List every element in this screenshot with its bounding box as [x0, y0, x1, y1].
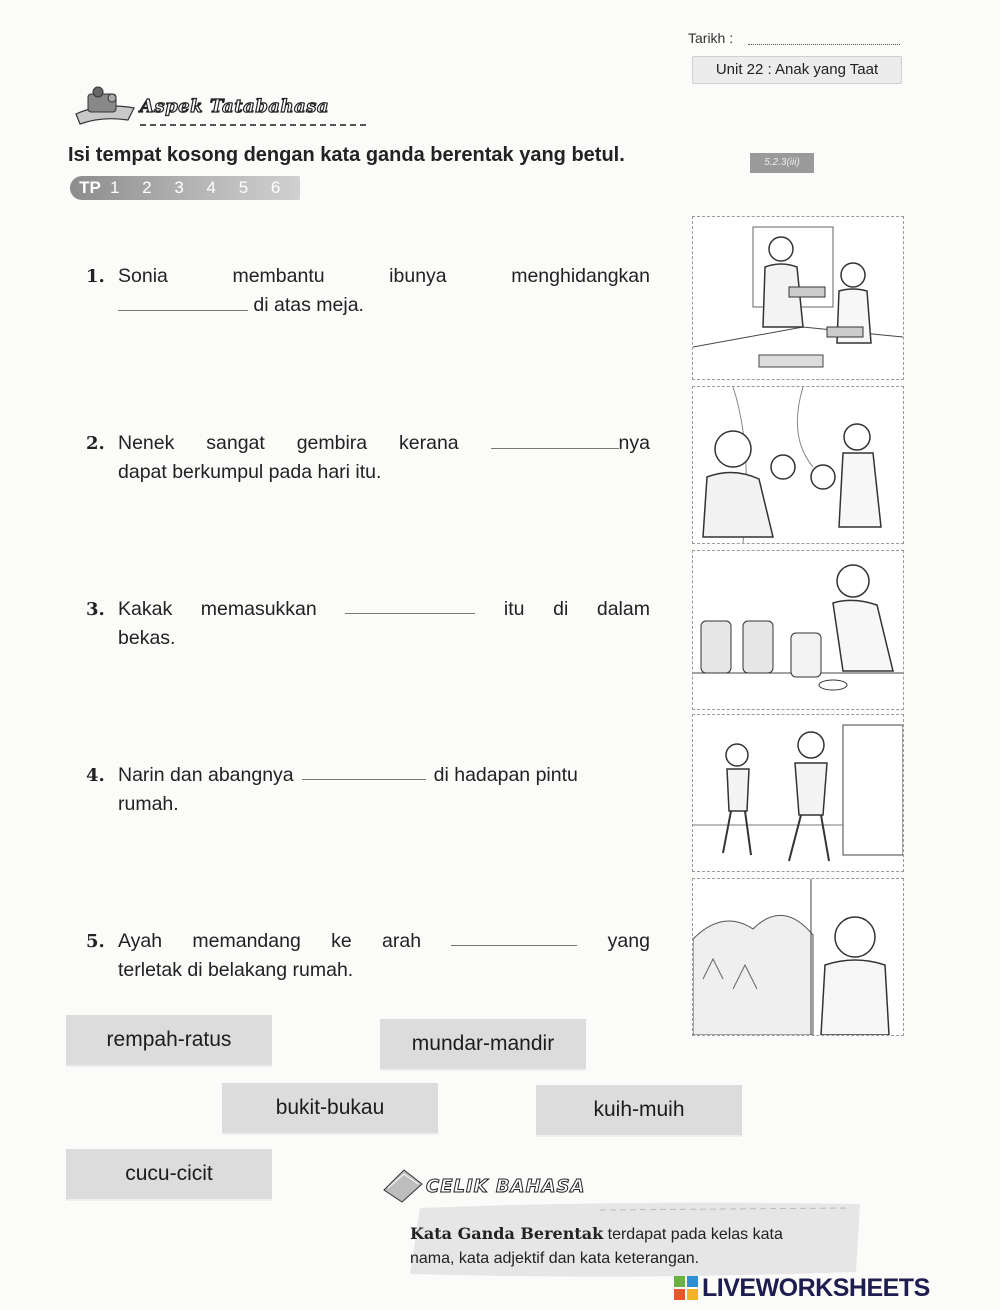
celik-text-1: terdapat pada kelas kata — [603, 1226, 783, 1243]
question-word: membantu — [232, 265, 325, 287]
tp-levels: 1 2 3 4 5 6 — [110, 178, 290, 197]
question-word: ibunya — [389, 265, 447, 287]
question-text: terletak di belakang rumah. — [118, 959, 354, 981]
question-word: dalam — [596, 598, 650, 620]
question-text: bekas. — [118, 627, 176, 649]
answer-blank-1[interactable] — [118, 292, 248, 311]
question-number: 3. — [86, 599, 105, 620]
unit-title: Unit 22 : Anak yang Taat — [692, 56, 902, 84]
question-word: Sonia — [118, 265, 168, 287]
question-word: memandang — [192, 930, 301, 952]
question-text: dapat berkumpul pada hari itu. — [118, 461, 382, 483]
illustration-jars — [692, 550, 904, 710]
question-word: menghidangkan — [511, 265, 650, 287]
question-word: Narin dan abangnya — [118, 764, 294, 786]
answer-blank-4[interactable] — [302, 761, 426, 780]
question-word: itu — [503, 598, 525, 620]
question-1 — [86, 262, 650, 320]
celik-text-2: nama, kata adjektif dan kata keterangan. — [410, 1250, 700, 1267]
question-word: sangat — [206, 432, 265, 454]
question-word: memasukkan — [200, 598, 317, 620]
date-label: Tarikh : — [688, 30, 734, 46]
question-word: gembira — [296, 432, 368, 454]
heading-underline — [140, 124, 366, 126]
illustration-pacing — [692, 714, 904, 872]
question-word: yang — [607, 930, 650, 952]
tp-bar — [70, 176, 300, 200]
question-word: kerana — [399, 432, 459, 454]
question-number: 1. — [86, 266, 105, 287]
celik-bahasa-text — [410, 1222, 870, 1271]
celik-bahasa-title: CELIK BAHASA — [426, 1176, 586, 1197]
question-number: 2. — [86, 433, 105, 454]
illustration-hills — [692, 878, 904, 1036]
answer-blank-3[interactable] — [345, 595, 475, 614]
liveworksheets-brand[interactable]: LIVEWORKSHEETS — [702, 1274, 930, 1302]
answer-option[interactable]: mundar-mandir — [380, 1019, 586, 1071]
question-word: ke — [331, 930, 352, 952]
answer-option[interactable]: bukit-bukau — [222, 1083, 438, 1135]
standard-code: 5.2.3(iii) — [750, 153, 814, 173]
answer-blank-2[interactable] — [491, 430, 619, 449]
question-5 — [86, 927, 650, 985]
question-word: di hadapan pintu — [433, 764, 578, 786]
hat-icon — [72, 80, 138, 128]
liveworksheets-logo-icon — [674, 1276, 698, 1300]
question-word: Nenek — [118, 432, 175, 454]
date-line[interactable] — [748, 44, 900, 45]
question-word: Ayah — [118, 930, 163, 952]
book-icon — [380, 1160, 426, 1204]
question-number: 5. — [86, 931, 105, 952]
question-2 — [86, 429, 650, 487]
tp-label: TP — [79, 178, 101, 197]
illustration-grandmother-family — [692, 386, 904, 544]
question-word: arah — [382, 930, 422, 952]
instruction: Isi tempat kosong dengan kata ganda berentak yang betul. — [68, 144, 625, 166]
illustration-serving-kuih — [692, 216, 904, 380]
answer-option[interactable]: cucu-cicit — [66, 1149, 272, 1201]
question-number: 4. — [86, 765, 105, 786]
question-4 — [86, 761, 650, 819]
question-3 — [86, 595, 650, 653]
question-word: nya — [618, 432, 650, 454]
question-text: di atas meja. — [253, 294, 364, 316]
answer-blank-5[interactable] — [451, 927, 577, 946]
section-heading: Aspek Tatabahasa — [140, 96, 329, 117]
answer-option[interactable]: kuih-muih — [536, 1085, 742, 1137]
question-word: di — [553, 598, 569, 620]
question-word: Kakak — [118, 598, 173, 620]
answer-option[interactable]: rempah-ratus — [66, 1015, 272, 1067]
celik-bold-term: Kata Ganda Berentak — [410, 1224, 604, 1243]
question-text: rumah. — [118, 793, 179, 815]
